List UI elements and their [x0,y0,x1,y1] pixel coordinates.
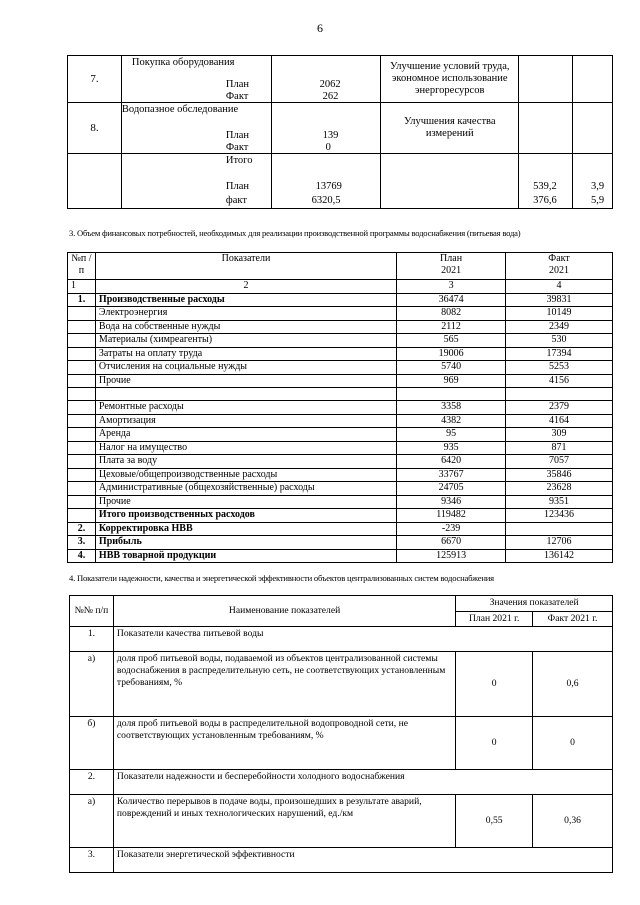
indicator-rows [70,627,613,873]
row-number [68,388,96,401]
fact-value: 9351 [506,495,613,509]
indicator-name: Отчисления на социальные нужды [95,361,396,375]
table-row [68,428,613,442]
table-row [68,103,613,154]
indicator-name: доля проб питьевой воды, подаваемой из объектов централизованной системы водоснабжения в распределительную сеть, не соответствующих установленным требованиям, % [113,652,455,717]
indicator-name: НВВ товарной продукции [95,549,396,563]
row-number [68,441,96,455]
empty-cell [573,103,613,154]
col5-plan-value: 3,9 [591,181,605,192]
indicator-row [70,717,613,770]
plan-value: 3358 [397,401,506,415]
table-row [68,361,613,375]
fact-label: факт [225,195,247,206]
indicator-name: Количество перерывов в подаче воды, произошедших в результате аварий, повреждений и иных технологических нарушений, ед./км [113,795,455,848]
row-number: 1. [70,627,114,652]
indicator-name: Затраты на оплату труда [95,347,396,361]
row-number [68,401,96,415]
row-number [68,482,96,496]
plan-value: 36474 [397,293,506,307]
plan-value: 95 [397,428,506,442]
indicator-name: Показатели качества питьевой воды [113,627,612,652]
table-row [68,468,613,482]
table-row [68,56,613,103]
plan-value: 4382 [397,414,506,428]
row-number: 1. [68,293,96,307]
plan-value: 9346 [397,495,506,509]
plan-value: 139 [322,130,339,141]
table-row [68,549,613,563]
fact-value: 5253 [506,361,613,375]
table-header-row [70,596,613,612]
indicator-name: Плата за воду [95,455,396,469]
indicator-name: Амортизация [95,414,396,428]
empty-cell [519,103,573,154]
row-number: 3. [70,848,114,873]
table-index-row [68,280,613,294]
fact-value: 871 [506,441,613,455]
measure-name-cell [121,154,271,209]
result-cell: Улучшения качества измерений [381,103,519,154]
row-number [68,509,96,523]
header-num: №№ п/п [70,596,114,627]
fact-label: Факт [225,91,249,102]
measure-name-cell [121,56,271,103]
section-row [70,848,613,873]
indicator-name: Прибыль [95,536,396,550]
plan-value: 0 [456,717,533,770]
fact-value: 12706 [506,536,613,550]
plan-value: 24705 [397,482,506,496]
table-row [68,374,613,388]
table-row [68,320,613,334]
plan-value: 2112 [397,320,506,334]
table-header-row [68,253,613,280]
fact-value: 4156 [506,374,613,388]
col4-cell [519,154,573,209]
indicator-name: Корректировка НВВ [95,522,396,536]
table-row [68,536,613,550]
fact-value: 136142 [506,549,613,563]
fact-value: 262 [322,91,339,102]
row-number [68,455,96,469]
table-row [68,522,613,536]
fact-value: 2349 [506,320,613,334]
indicator-row [70,795,613,848]
fact-value: 2379 [506,401,613,415]
table-row [68,401,613,415]
table-row [68,441,613,455]
result-cell [381,154,519,209]
header-values: Значения показателей [456,596,613,612]
page-number: 6 [317,21,323,35]
header-plan: План 2021 г. [456,611,533,627]
table-row [68,347,613,361]
indicator-name: Электроэнергия [95,307,396,321]
row-number: а) [70,652,114,717]
table-row [68,154,613,209]
measure-title: Покупка оборудования [131,57,235,68]
row-number: 7. [68,56,122,103]
table-row [68,307,613,321]
fact-value: 35846 [506,468,613,482]
row-number [68,374,96,388]
fact-label: Факт [225,142,249,153]
fact-value: 6320,5 [311,195,341,206]
result-cell: Улучшение условий труда, экономное использование энергоресурсов [381,56,519,103]
plan-value: 2062 [319,79,341,90]
plan-value: 565 [397,334,506,348]
plan-value: 13769 [315,181,342,192]
fact-value: 123436 [506,509,613,523]
row-number [68,320,96,334]
financial-rows [68,293,613,563]
header-num: №п /п [68,253,96,280]
col5-fact-value: 5,9 [591,195,605,206]
fact-value: 0,36 [533,795,613,848]
fact-value: 23628 [506,482,613,496]
row-number: 4. [68,549,96,563]
plan-value: 119482 [397,509,506,523]
header-plan: План 2021 [397,253,506,280]
empty-cell [519,56,573,103]
indicators-table [69,595,613,873]
fact-value [506,522,613,536]
plan-value [397,388,506,401]
amount-cell [271,154,381,209]
total-title: Итого [225,155,253,166]
table-row [68,509,613,523]
plan-value: 6670 [397,536,506,550]
row-number: 2. [68,522,96,536]
index-cell: 3 [397,280,506,294]
amount-cell [271,103,381,154]
index-cell: 1 [68,280,96,294]
indicator-name: Налог на имущество [95,441,396,455]
row-number [68,495,96,509]
indicator-name: Аренда [95,428,396,442]
row-number [68,428,96,442]
plan-label: План [225,79,249,90]
fact-value: 10149 [506,307,613,321]
fact-value: 7057 [506,455,613,469]
row-number [68,307,96,321]
fact-value: 17394 [506,347,613,361]
section-row [70,770,613,795]
plan-value: 0,55 [456,795,533,848]
indicator-name: доля проб питьевой воды в распределительной водопроводной сети, не соответствующих установленным требованиям, % [113,717,455,770]
indicator-name: Материалы (химреагенты) [95,334,396,348]
row-number [68,361,96,375]
indicator-name: Цеховые/общепроизводственные расходы [95,468,396,482]
plan-label: План [225,130,249,141]
indicator-name: Вода на собственные нужды [95,320,396,334]
row-number: 2. [70,770,114,795]
indicator-name: Прочие [95,374,396,388]
header-name: Показатели [95,253,396,280]
indicator-name: Показатели энергетической эффективности [113,848,612,873]
index-cell: 2 [95,280,396,294]
fact-value: 4164 [506,414,613,428]
table-row [68,414,613,428]
plan-value: 33767 [397,468,506,482]
header-fact: Факт 2021 г. [533,611,613,627]
header-fact: Факт 2021 [506,253,613,280]
amount-cell [271,56,381,103]
table-row [68,482,613,496]
indicator-row [70,652,613,717]
row-number: 3. [68,536,96,550]
plan-value: 935 [397,441,506,455]
table-row [68,495,613,509]
fact-value: 0,6 [533,652,613,717]
row-number [68,334,96,348]
plan-value: 8082 [397,307,506,321]
fact-value: 39831 [506,293,613,307]
table-row [68,388,613,401]
table-row [68,455,613,469]
financial-needs-table [67,252,613,563]
fact-value: 0 [325,142,331,153]
indicator-name: Прочие [95,495,396,509]
plan-value: 125913 [397,549,506,563]
measure-title: Водопазное обследование [121,104,239,115]
indicator-name: Производственные расходы [95,293,396,307]
col5-cell [573,154,613,209]
col4-plan-value: 539,2 [533,181,557,192]
section-caption-4: 4. Показатели надежности, качества и энергетической эффективности объектов централизованных систем водоснабжения [69,573,494,583]
empty-cell [68,154,122,209]
row-number [68,468,96,482]
plan-value: 6420 [397,455,506,469]
row-number: а) [70,795,114,848]
header-name: Наименование показателей [113,596,455,627]
plan-label: План [225,181,249,192]
row-number: б) [70,717,114,770]
fact-value: 530 [506,334,613,348]
indicator-name: Ремонтные расходы [95,401,396,415]
table-row [68,293,613,307]
fact-value [506,388,613,401]
index-cell: 4 [506,280,613,294]
table-row [68,334,613,348]
section-caption-3: 3. Объем финансовых потребностей, необходимых для реализации производственной программы водоснабжения (питьевая вода) [69,228,521,238]
indicator-name [95,388,396,401]
measure-name-cell [121,103,271,154]
plan-value: 969 [397,374,506,388]
measures-table [67,55,613,209]
indicator-name: Итого производственных расходов [95,509,396,523]
row-number: 8. [68,103,122,154]
fact-value: 309 [506,428,613,442]
indicator-name: Административные (общехозяйственные) расходы [95,482,396,496]
empty-cell [573,56,613,103]
plan-value: 5740 [397,361,506,375]
fact-value: 0 [533,717,613,770]
plan-value: 0 [456,652,533,717]
indicator-name: Показатели надежности и бесперебойности холодного водоснабжения [113,770,612,795]
row-number [68,347,96,361]
plan-value: -239 [397,522,506,536]
row-number [68,414,96,428]
section-row [70,627,613,652]
col4-fact-value: 376,6 [533,195,557,206]
plan-value: 19006 [397,347,506,361]
